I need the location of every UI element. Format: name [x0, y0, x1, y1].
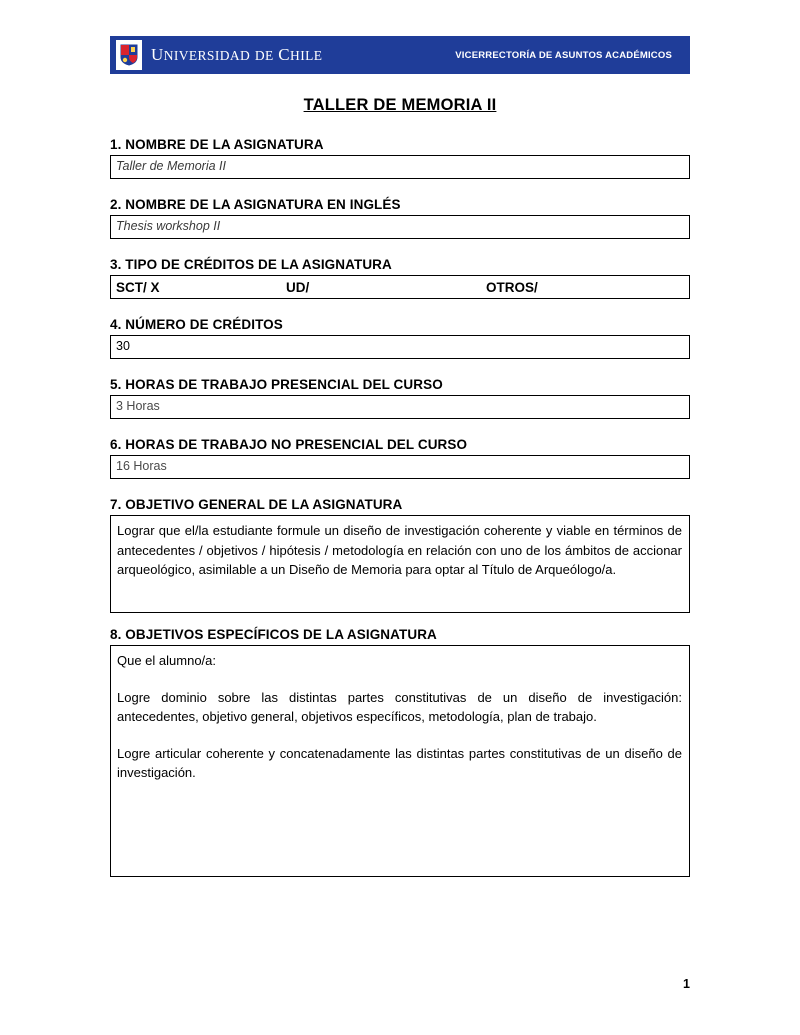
univ-text-niversidad: NIVERSIDAD	[163, 48, 251, 63]
objetivo-general-text: Lograr que el/la estudiante formule un diseño de investigación coherente y viable en términos de antecedentes / objetivos / hipótesis / metodología en relación con uno de los ámbitos de accionar arqueológico, asimilable a un Diseño de Memoria para optar al Título de Arqueólogo/a.	[117, 523, 682, 577]
credits-sct[interactable]: SCT/ X	[116, 279, 160, 295]
objetivos-especificos-intro: Que el alumno/a:	[117, 653, 217, 668]
header-banner	[110, 36, 690, 74]
spacer	[110, 359, 690, 377]
page-title: TALLER DE MEMORIA II	[303, 96, 497, 114]
office-title: VICERRECTORÍA DE ASUNTOS ACADÉMICOS	[455, 49, 672, 61]
document-body	[110, 88, 690, 877]
spacer	[110, 479, 690, 497]
spacer	[110, 239, 690, 257]
field-objetivos-especificos[interactable]	[110, 645, 690, 877]
spacer	[110, 613, 690, 627]
section-heading-7: 7. OBJETIVO GENERAL DE LA ASIGNATURA	[110, 497, 403, 512]
field-nombre-asignatura-ingles[interactable]: Thesis workshop II	[110, 215, 690, 239]
univ-text-hile: HILE	[290, 48, 323, 63]
univ-letter-u: U	[151, 45, 164, 64]
university-name	[151, 45, 322, 65]
university-logo	[116, 40, 142, 70]
univ-text-de: DE	[254, 48, 274, 63]
credits-type-row	[110, 275, 690, 299]
credits-ud[interactable]: UD/	[286, 279, 310, 295]
field-objetivo-general[interactable]	[110, 515, 690, 613]
page-number: 1	[683, 977, 690, 991]
field-nombre-asignatura[interactable]: Taller de Memoria II	[110, 155, 690, 179]
section-heading-4: 4. NÚMERO DE CRÉDITOS	[110, 317, 283, 332]
spacer	[110, 179, 690, 197]
univ-letter-c: C	[278, 45, 291, 64]
spacer	[110, 419, 690, 437]
objetivos-especificos-item-2: Logre articular coherente y concatenadamente las distintas partes constitutivas de un diseño de investigación.	[117, 745, 682, 780]
coat-of-arms-icon	[120, 44, 138, 66]
field-numero-creditos[interactable]: 30	[110, 335, 690, 359]
section-heading-5: 5. HORAS DE TRABAJO PRESENCIAL DEL CURSO	[110, 377, 443, 392]
objetivos-especificos-item-1: Logre dominio sobre las distintas partes constitutivas de un diseño de investigación: antecedentes, objetivo general, objetivos específicos, metodología, plan de trabajo.	[117, 689, 682, 724]
field-horas-presenciales[interactable]: 3 Horas	[110, 395, 690, 419]
section-heading-1: 1. NOMBRE DE LA ASIGNATURA	[110, 137, 324, 152]
credits-otros[interactable]: OTROS/	[486, 279, 538, 295]
section-heading-2: 2. NOMBRE DE LA ASIGNATURA EN INGLÉS	[110, 197, 401, 212]
section-heading-6: 6. HORAS DE TRABAJO NO PRESENCIAL DEL CURSO	[110, 437, 468, 452]
field-horas-no-presenciales[interactable]: 16 Horas	[110, 455, 690, 479]
section-heading-8: 8. OBJETIVOS ESPECÍFICOS DE LA ASIGNATURA	[110, 627, 437, 642]
section-heading-3: 3. TIPO DE CRÉDITOS DE LA ASIGNATURA	[110, 257, 392, 272]
spacer	[110, 299, 690, 317]
